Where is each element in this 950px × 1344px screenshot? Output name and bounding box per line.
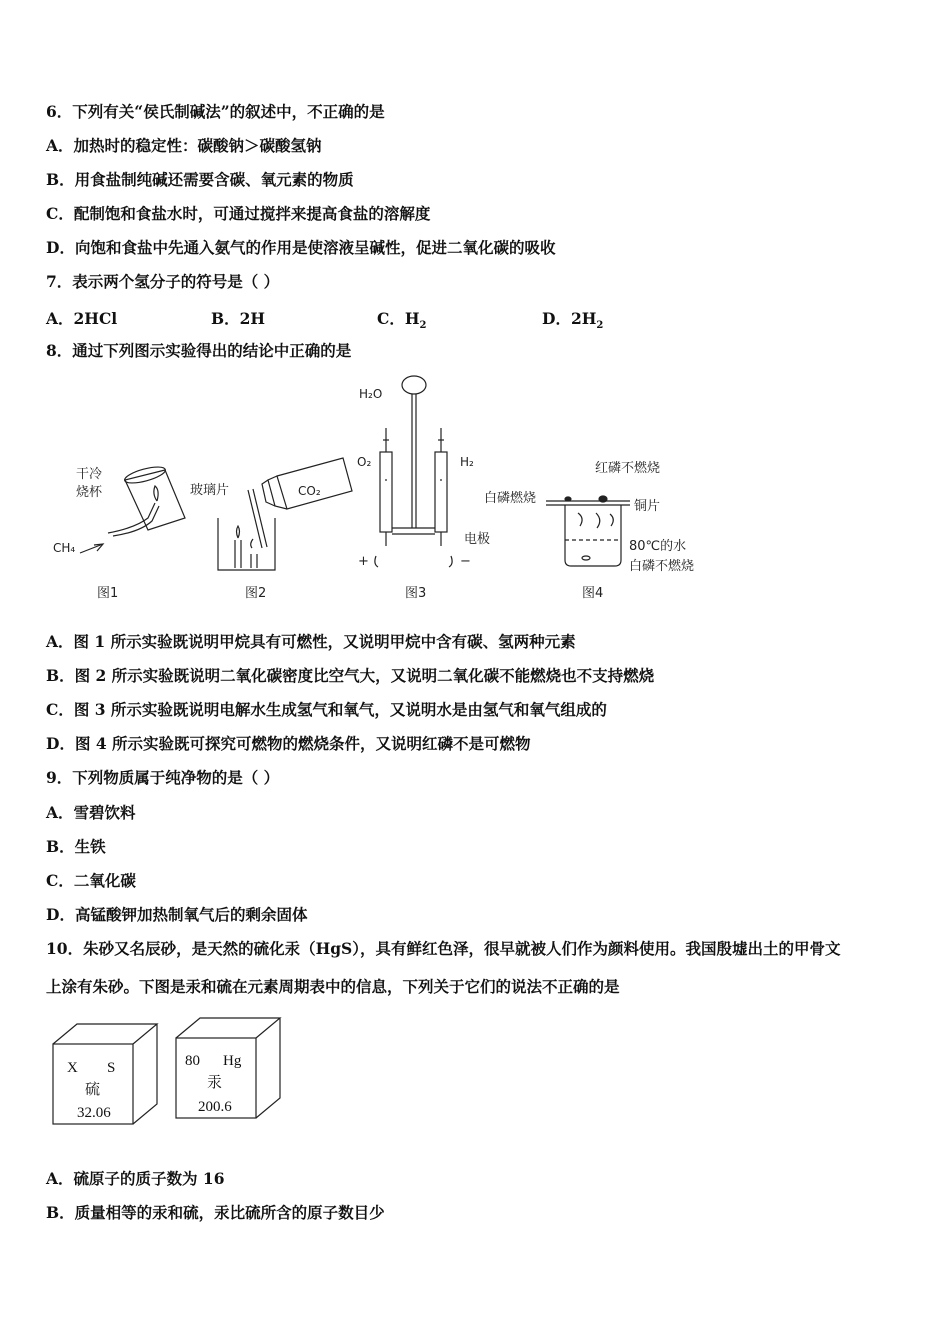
svg-text:干冷: 干冷 (76, 467, 103, 482)
sulfur-mass: 32.06 (77, 1105, 111, 1121)
svg-text:白磷不燃烧: 白磷不燃烧 (629, 559, 695, 574)
q9-stem: 9．下列物质属于纯净物的是（ ） (46, 768, 280, 787)
q6-option-d: D．向饱和食盐中先通入氨气的作用是使溶液呈碱性，促进二氧化碳的吸收 (46, 238, 556, 257)
q6-option-a: A．加热时的稳定性：碳酸钠＞碳酸氢钠 (46, 136, 322, 155)
q7-stem: 7．表示两个氢分子的符号是（ ） (46, 272, 280, 291)
svg-text:80℃的水: 80℃的水 (629, 539, 687, 554)
mercury-symbol: Hg (223, 1053, 242, 1069)
q9-option-c: C．二氧化碳 (46, 871, 136, 890)
svg-text:+: + (358, 554, 369, 569)
svg-text:CH₄: CH₄ (53, 541, 76, 555)
svg-text:图1: 图1 (97, 586, 119, 601)
svg-text:红磷不燃烧: 红磷不燃烧 (595, 461, 661, 476)
fig4-diagram (546, 496, 630, 566)
svg-text:图3: 图3 (405, 586, 427, 601)
q8-option-a: A．图 1 所示实验既说明甲烷具有可燃性，又说明甲烷中含有碳、氢两种元素 (46, 632, 576, 651)
q6-option-c: C．配制饱和食盐水时，可通过搅拌来提高食盐的溶解度 (46, 204, 431, 223)
svg-text:铜片: 铜片 (634, 499, 661, 514)
svg-text:−: − (460, 554, 471, 569)
q7-option-b: B．2H (211, 309, 266, 328)
q10-option-a: A．硫原子的质子数为 16 (46, 1169, 225, 1188)
q9-option-a: A．雪碧饮料 (46, 803, 136, 822)
q8-option-c: C．图 3 所示实验既说明电解水生成氢气和氧气，又说明水是由氢气和氧气组成的 (46, 700, 607, 719)
sulfur-symbol: S (107, 1060, 116, 1076)
q7-option-c: C．$H_2$ (377, 309, 427, 332)
q6-option-b: B．用食盐制纯碱还需要含碳、氧元素的物质 (46, 170, 354, 189)
q8-experiment-figures (40, 368, 720, 608)
mercury-name: 汞 (207, 1075, 223, 1091)
svg-text:H₂O: H₂O (359, 387, 383, 401)
sulfur-name: 硫 (85, 1082, 101, 1098)
svg-text:玻璃片: 玻璃片 (190, 483, 230, 498)
q9-option-b: B．生铁 (46, 837, 106, 856)
q8-option-d: D．图 4 所示实验既可探究可燃物的燃烧条件，又说明红磷不是可燃物 (46, 734, 531, 753)
q10-stem-line1: 10．朱砂又名辰砂，是天然的硫化汞（HgS），具有鲜红色泽，很早就被人们作为颜料使用。我国殷墟出土的甲骨文 (46, 939, 841, 958)
q10-element-cards (50, 1014, 290, 1134)
svg-text:O₂: O₂ (357, 455, 372, 469)
svg-text:电极: 电极 (464, 532, 491, 547)
svg-text:烧杯: 烧杯 (76, 485, 103, 500)
sulfur-number: X (67, 1060, 78, 1076)
svg-text:白磷燃烧: 白磷燃烧 (484, 491, 537, 506)
fig3-diagram (375, 376, 452, 567)
q7-option-a: A．2HCl (46, 309, 118, 328)
q9-option-d: D．高锰酸钾加热制氧气后的剩余固体 (46, 905, 308, 924)
q8-stem: 8．通过下列图示实验得出的结论中正确的是 (46, 341, 352, 360)
q6-stem: 6．下列有关“侯氏制碱法”的叙述中，不正确的是 (46, 102, 385, 121)
svg-text:H₂: H₂ (460, 455, 474, 469)
q7-option-d: D．$2H_2$ (542, 309, 604, 332)
q8-option-b: B．图 2 所示实验既说明二氧化碳密度比空气大，又说明二氧化碳不能燃烧也不支持燃烧 (46, 666, 655, 685)
mercury-mass: 200.6 (198, 1099, 232, 1115)
fig2-diagram (218, 458, 352, 570)
q10-stem-line2: 上涂有朱砂。下图是汞和硫在元素周期表中的信息，下列关于它们的说法不正确的是 (46, 977, 620, 996)
svg-text:图2: 图2 (245, 586, 267, 601)
svg-text:图4: 图4 (582, 586, 604, 601)
mercury-number: 80 (185, 1053, 200, 1069)
q10-option-b: B．质量相等的汞和硫，汞比硫所含的原子数目少 (46, 1203, 385, 1222)
svg-text:CO₂: CO₂ (298, 484, 321, 498)
